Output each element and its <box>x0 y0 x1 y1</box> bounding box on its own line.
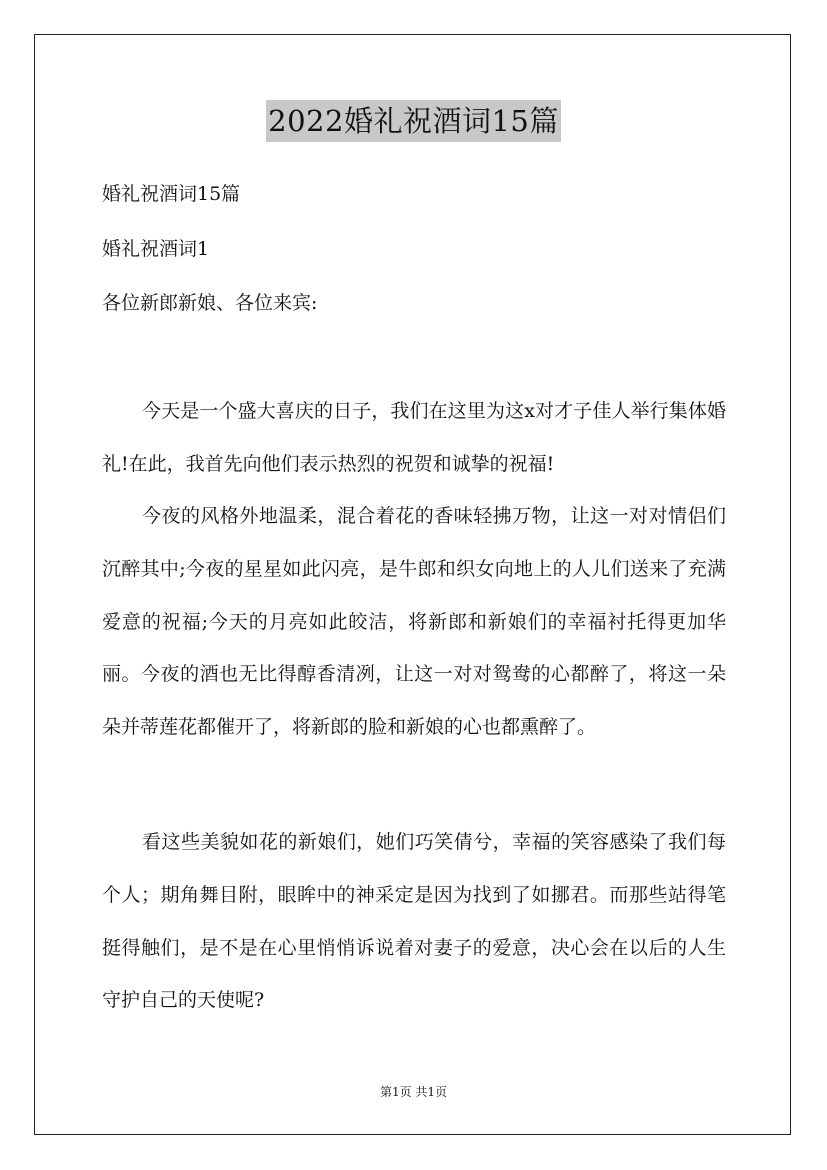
document-title: 2022婚礼祝酒词15篇 <box>266 100 561 142</box>
document-subtitle: 婚礼祝酒词15篇 <box>102 183 241 205</box>
salutation: 各位新郎新娘、各位来宾: <box>102 292 318 314</box>
page-footer: 第1页 共1页 <box>379 1085 448 1099</box>
paragraph-3: 看这些美貌如花的新娘们，她们巧笑倩兮，幸福的笑容感染了我们每个人；期角舞目附，眼眸中的神采定是因为找到了如挪君。而那些站得笔挺得触们，是不是在心里悄悄诉说着对妻子的爱意，决心会在以后的人生守护自己的天使呢? <box>102 831 726 1012</box>
paragraph-1: 今天是一个盛大喜庆的日子，我们在这里为这x对才子佳人举行集体婚礼!在此，我首先向他们表示热烈的祝贺和诚挚的祝福! <box>102 400 726 475</box>
paragraph-2: 今夜的风格外地温柔，混合着花的香味轻拂万物，让这一对对情侣们沉醉其中;今夜的星星如此闪亮，是牛郎和织女向地上的人儿们送来了充满爱意的祝福;今天的月亮如此皎洁，将新郎和新娘们的幸福衬托得更加华丽。今夜的酒也无比得醇香清冽，让这一对对鸳鸯的心都醉了，将这一朵朵并蒂莲花都催开了，将新郎的脸和新娘的心也都熏醉了。 <box>102 505 726 739</box>
section-heading: 婚礼祝酒词1 <box>102 238 210 260</box>
title-container <box>0 100 827 142</box>
